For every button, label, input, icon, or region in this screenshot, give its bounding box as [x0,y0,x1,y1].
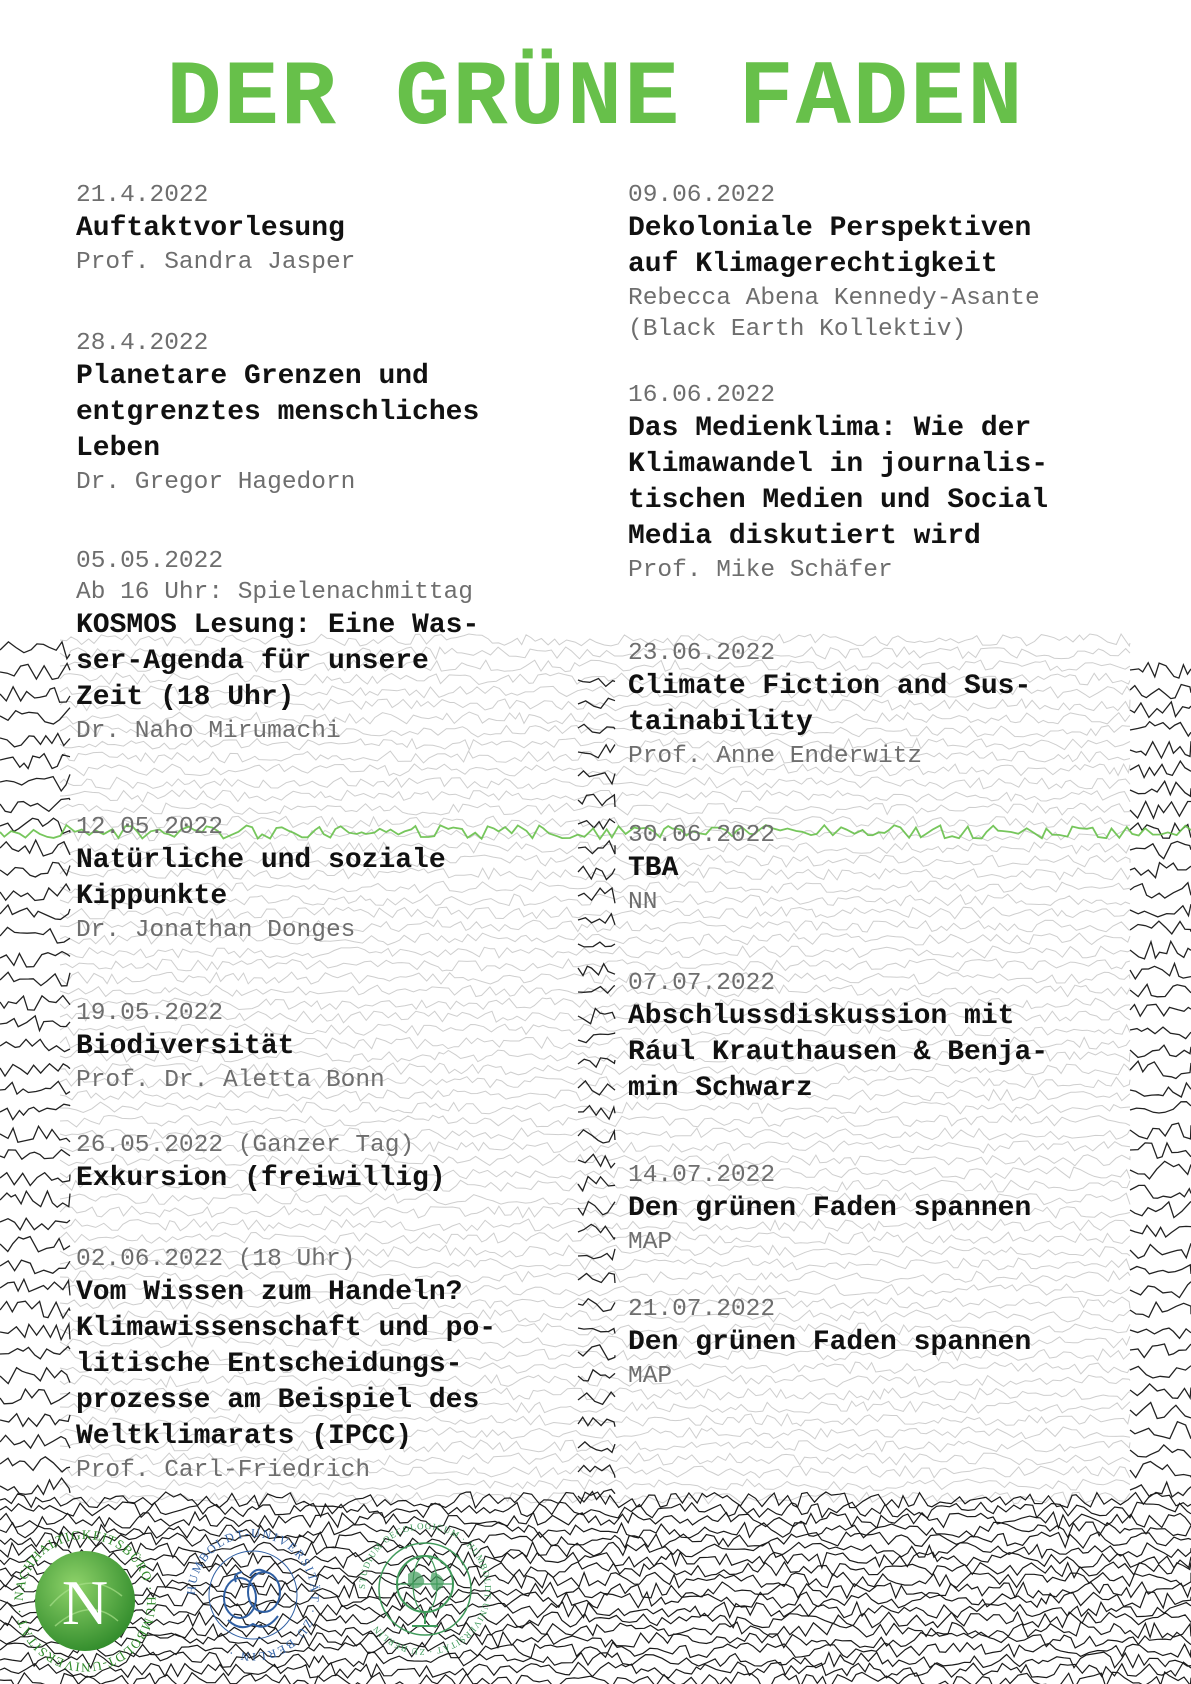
event-card [76,812,576,946]
wavy-thread-line [0,1218,70,1230]
wavy-thread-line [0,840,70,856]
wavy-thread-line [0,1389,70,1404]
event-card [76,1130,576,1197]
wavy-thread-line [0,996,70,1011]
wavy-thread-line [0,1104,70,1119]
svg-text:N: N [61,1567,109,1638]
event-title: Den grünen Faden spannen [628,1327,1032,1358]
event-speaker: Prof. Dr. Aletta Bonn [76,1067,385,1094]
event-title: Das Medienklima: Wie der Klimawandel in journalis- tischen Medien und Social Media diskutiert wird [628,413,1049,552]
event-card [76,1244,576,1486]
wavy-thread-line [0,1173,70,1186]
wavy-thread-line [0,1457,70,1472]
svg-text:STUDIUM OECOLOGICUM · HUMBOLDT: STUDIUM OECOLOGICUM · HUMBOLDT-UNIVERSITÄT · ZU BERLIN · [356,1520,494,1658]
event-note: Ab 16 Uhr: Spielenachmittag [76,579,473,606]
wavy-thread-line [0,862,70,877]
wavy-thread-line [0,927,70,943]
wavy-thread-line [0,1301,70,1318]
event-speaker: Prof. Carl-Friedrich [76,1457,371,1484]
event-speaker: Dr. Jonathan Donges [76,917,356,944]
event-card [76,998,576,1096]
wavy-thread-line [1130,941,1191,959]
event-title: TBA [628,853,679,884]
wavy-thread-line [578,1058,615,1067]
wavy-thread-line [0,905,70,919]
event-speaker: Prof. Sandra Jasper [76,249,356,276]
wavy-thread-line [578,1033,615,1043]
event-date: 07.07.2022 [628,970,776,997]
poster-title: DER GRÜNE FADEN [166,46,1025,151]
wavy-thread-line [1130,781,1191,796]
event-card [628,180,1148,345]
wavy-thread-line [1130,1462,1191,1478]
wavy-thread-line [0,754,70,769]
event-card [76,180,576,278]
wavy-thread-line [578,1370,615,1381]
event-card [76,328,576,498]
wavy-thread-line [578,866,615,879]
event-date: 19.05.2022 [76,1000,224,1027]
wavy-thread-line [1130,1265,1191,1274]
wavy-thread-line [578,771,615,784]
svg-text:NACHHALTIGKEITSBÜRO · HUMBOLDT: NACHHALTIGKEITSBÜRO · HUMBOLDT-UNIVERSITÄT · [10,1526,160,1676]
event-card [628,1294,1148,1392]
event-date: 21.07.2022 [628,1296,776,1323]
wavy-thread-line [0,1064,70,1076]
event-date: 26.05.2022 (Ganzer Tag) [76,1132,415,1159]
wavy-thread-line [578,841,615,854]
event-title: KOSMOS Lesung: Eine Was- ser-Agenda für unsere Zeit (18 Uhr) [76,610,480,713]
wavy-thread-line [0,1279,70,1295]
event-date: 23.06.2022 [628,640,776,667]
wavy-thread-line [0,1260,70,1274]
studium-oecologicum-globe-icon [350,1514,500,1664]
wavy-thread-line [0,1347,70,1359]
event-card [628,638,1148,772]
event-card [628,820,1148,918]
wavy-thread-line [1130,1403,1191,1419]
event-date: 14.07.2022 [628,1162,776,1189]
event-date: 28.4.2022 [76,330,209,357]
wavy-thread-line [578,942,615,947]
wavy-thread-line [1130,1123,1191,1139]
wavy-thread-line [0,1435,70,1448]
event-speaker: MAP [628,1363,673,1390]
humboldt-university-seal-icon [178,1520,328,1670]
event-title: Climate Fiction and Sus- tainability [628,671,1032,738]
wavy-thread-line [0,972,70,986]
wavy-thread-line [0,1191,70,1207]
event-card [76,546,576,747]
logo-strip [0,1510,620,1684]
event-title: Auftaktvorlesung [76,213,345,244]
event-card [628,380,1148,586]
event-date: 09.06.2022 [628,182,776,209]
svg-text:HUMBOLDT-UNIVERSITÄT · ZU BERL: HUMBOLDT-UNIVERSITÄT · ZU BERLIN · [183,1525,323,1665]
event-title: Den grünen Faden spannen [628,1193,1032,1224]
event-date: 02.06.2022 (18 Uhr) [76,1246,356,1273]
event-title: Exkursion (freiwillig) [76,1163,446,1194]
wavy-thread-line [578,1442,615,1453]
event-speaker: Rebecca Abena Kennedy-Asante (Black Earth Kollektiv) [628,285,1040,343]
event-date: 05.05.2022 [76,548,224,575]
wavy-thread-line [0,708,70,724]
wavy-thread-line [60,777,1130,789]
wavy-thread-line [1130,1422,1191,1439]
wavy-thread-line [0,1414,70,1427]
wavy-thread-line [0,1478,70,1494]
wavy-thread-line [0,952,70,967]
event-title: Abschlussdiskussion mit Rául Krauthausen & Benja- min Schwarz [628,1001,1049,1104]
event-date: 30.06.2022 [628,822,776,849]
wavy-thread-line [0,799,70,813]
event-title: Biodiversität [76,1031,295,1062]
wavy-thread-line [0,1237,70,1252]
wavy-thread-line [60,1115,1130,1127]
wavy-thread-line [0,734,70,747]
event-title: Planetare Grenzen und entgrenztes menschliches Leben [76,361,480,464]
event-title: Natürliche und soziale Kippunkte [76,845,446,912]
wavy-thread-line [0,1492,1191,1508]
wavy-thread-line [60,946,1130,958]
wavy-thread-line [1130,1445,1191,1458]
event-speaker: Prof. Anne Enderwitz [628,743,923,770]
event-title: Dekoloniale Perspektiven auf Klimagerechtigkeit [628,213,1032,280]
event-speaker: Dr. Gregor Hagedorn [76,469,356,496]
wavy-thread-line [578,986,615,994]
wavy-thread-line [1130,1143,1191,1158]
event-speaker: Dr. Naho Mirumachi [76,718,341,745]
event-date: 12.05.2022 [76,814,224,841]
event-date: 21.4.2022 [76,182,209,209]
wavy-thread-line [0,1126,70,1142]
event-title: Vom Wissen zum Handeln? Klimawissenschaft und po- litische Entscheidungs- prozesse am Beispiel des Weltklimarats (IPCC) [76,1277,497,1452]
event-date: 16.06.2022 [628,382,776,409]
wavy-thread-line [0,687,70,702]
wavy-thread-line [0,642,70,659]
wavy-thread-line [0,1368,70,1384]
wavy-thread-line [0,663,70,679]
event-card [628,1160,1148,1258]
wavy-thread-line [0,1039,70,1051]
wavy-thread-line [0,1150,70,1160]
wavy-thread-line [0,1081,70,1094]
event-speaker: Prof. Mike Schäfer [628,557,893,584]
event-speaker: NN [628,889,658,916]
event-speaker: MAP [628,1229,673,1256]
wavy-thread-line [0,884,70,901]
nachhaltigkeitsbuero-logo-icon [10,1526,160,1676]
wavy-thread-line [0,1324,70,1340]
wavy-thread-line [1130,802,1191,819]
wavy-thread-line [1130,921,1191,934]
event-card [628,968,1148,1107]
wavy-thread-line [0,774,70,791]
wavy-thread-line [578,794,615,807]
wavy-thread-line [0,1016,70,1031]
